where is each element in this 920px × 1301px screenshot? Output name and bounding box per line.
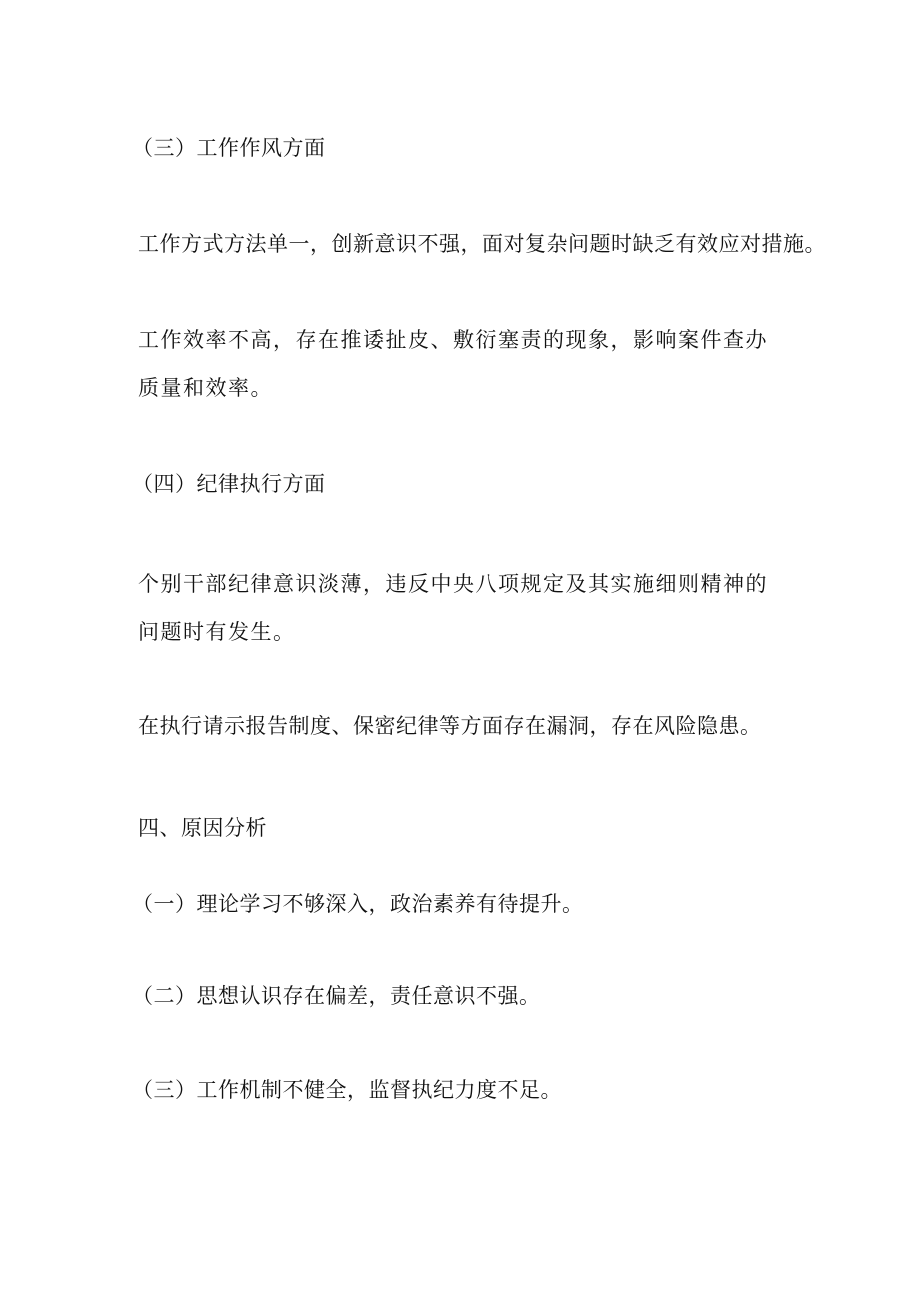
paragraph-work-efficiency: 工作效率不高，存在推诿扯皮、敷衍塞责的现象，影响案件查办质量和效率。 xyxy=(138,328,768,400)
section-heading-discipline: （四）纪律执行方面 xyxy=(132,472,326,496)
cause-item-2: （二）思想认识存在偏差，责任意识不强。 xyxy=(132,984,541,1008)
paragraph-reporting: 在执行请示报告制度、保密纪律等方面存在漏洞，存在风险隐患。 xyxy=(138,714,762,738)
section-heading-work-style: （三）工作作风方面 xyxy=(132,136,326,160)
cause-item-3: （三）工作机制不健全，监督执纪力度不足。 xyxy=(132,1078,562,1102)
paragraph-work-method: 工作方式方法单一，创新意识不强，面对复杂问题时缺乏有效应对措施。 xyxy=(138,232,826,256)
section-heading-cause-analysis: 四、原因分析 xyxy=(138,816,267,840)
paragraph-discipline-awareness: 个别干部纪律意识淡薄，违反中央八项规定及其实施细则精神的问题时有发生。 xyxy=(138,572,768,644)
cause-item-1: （一）理论学习不够深入，政治素养有待提升。 xyxy=(132,892,584,916)
